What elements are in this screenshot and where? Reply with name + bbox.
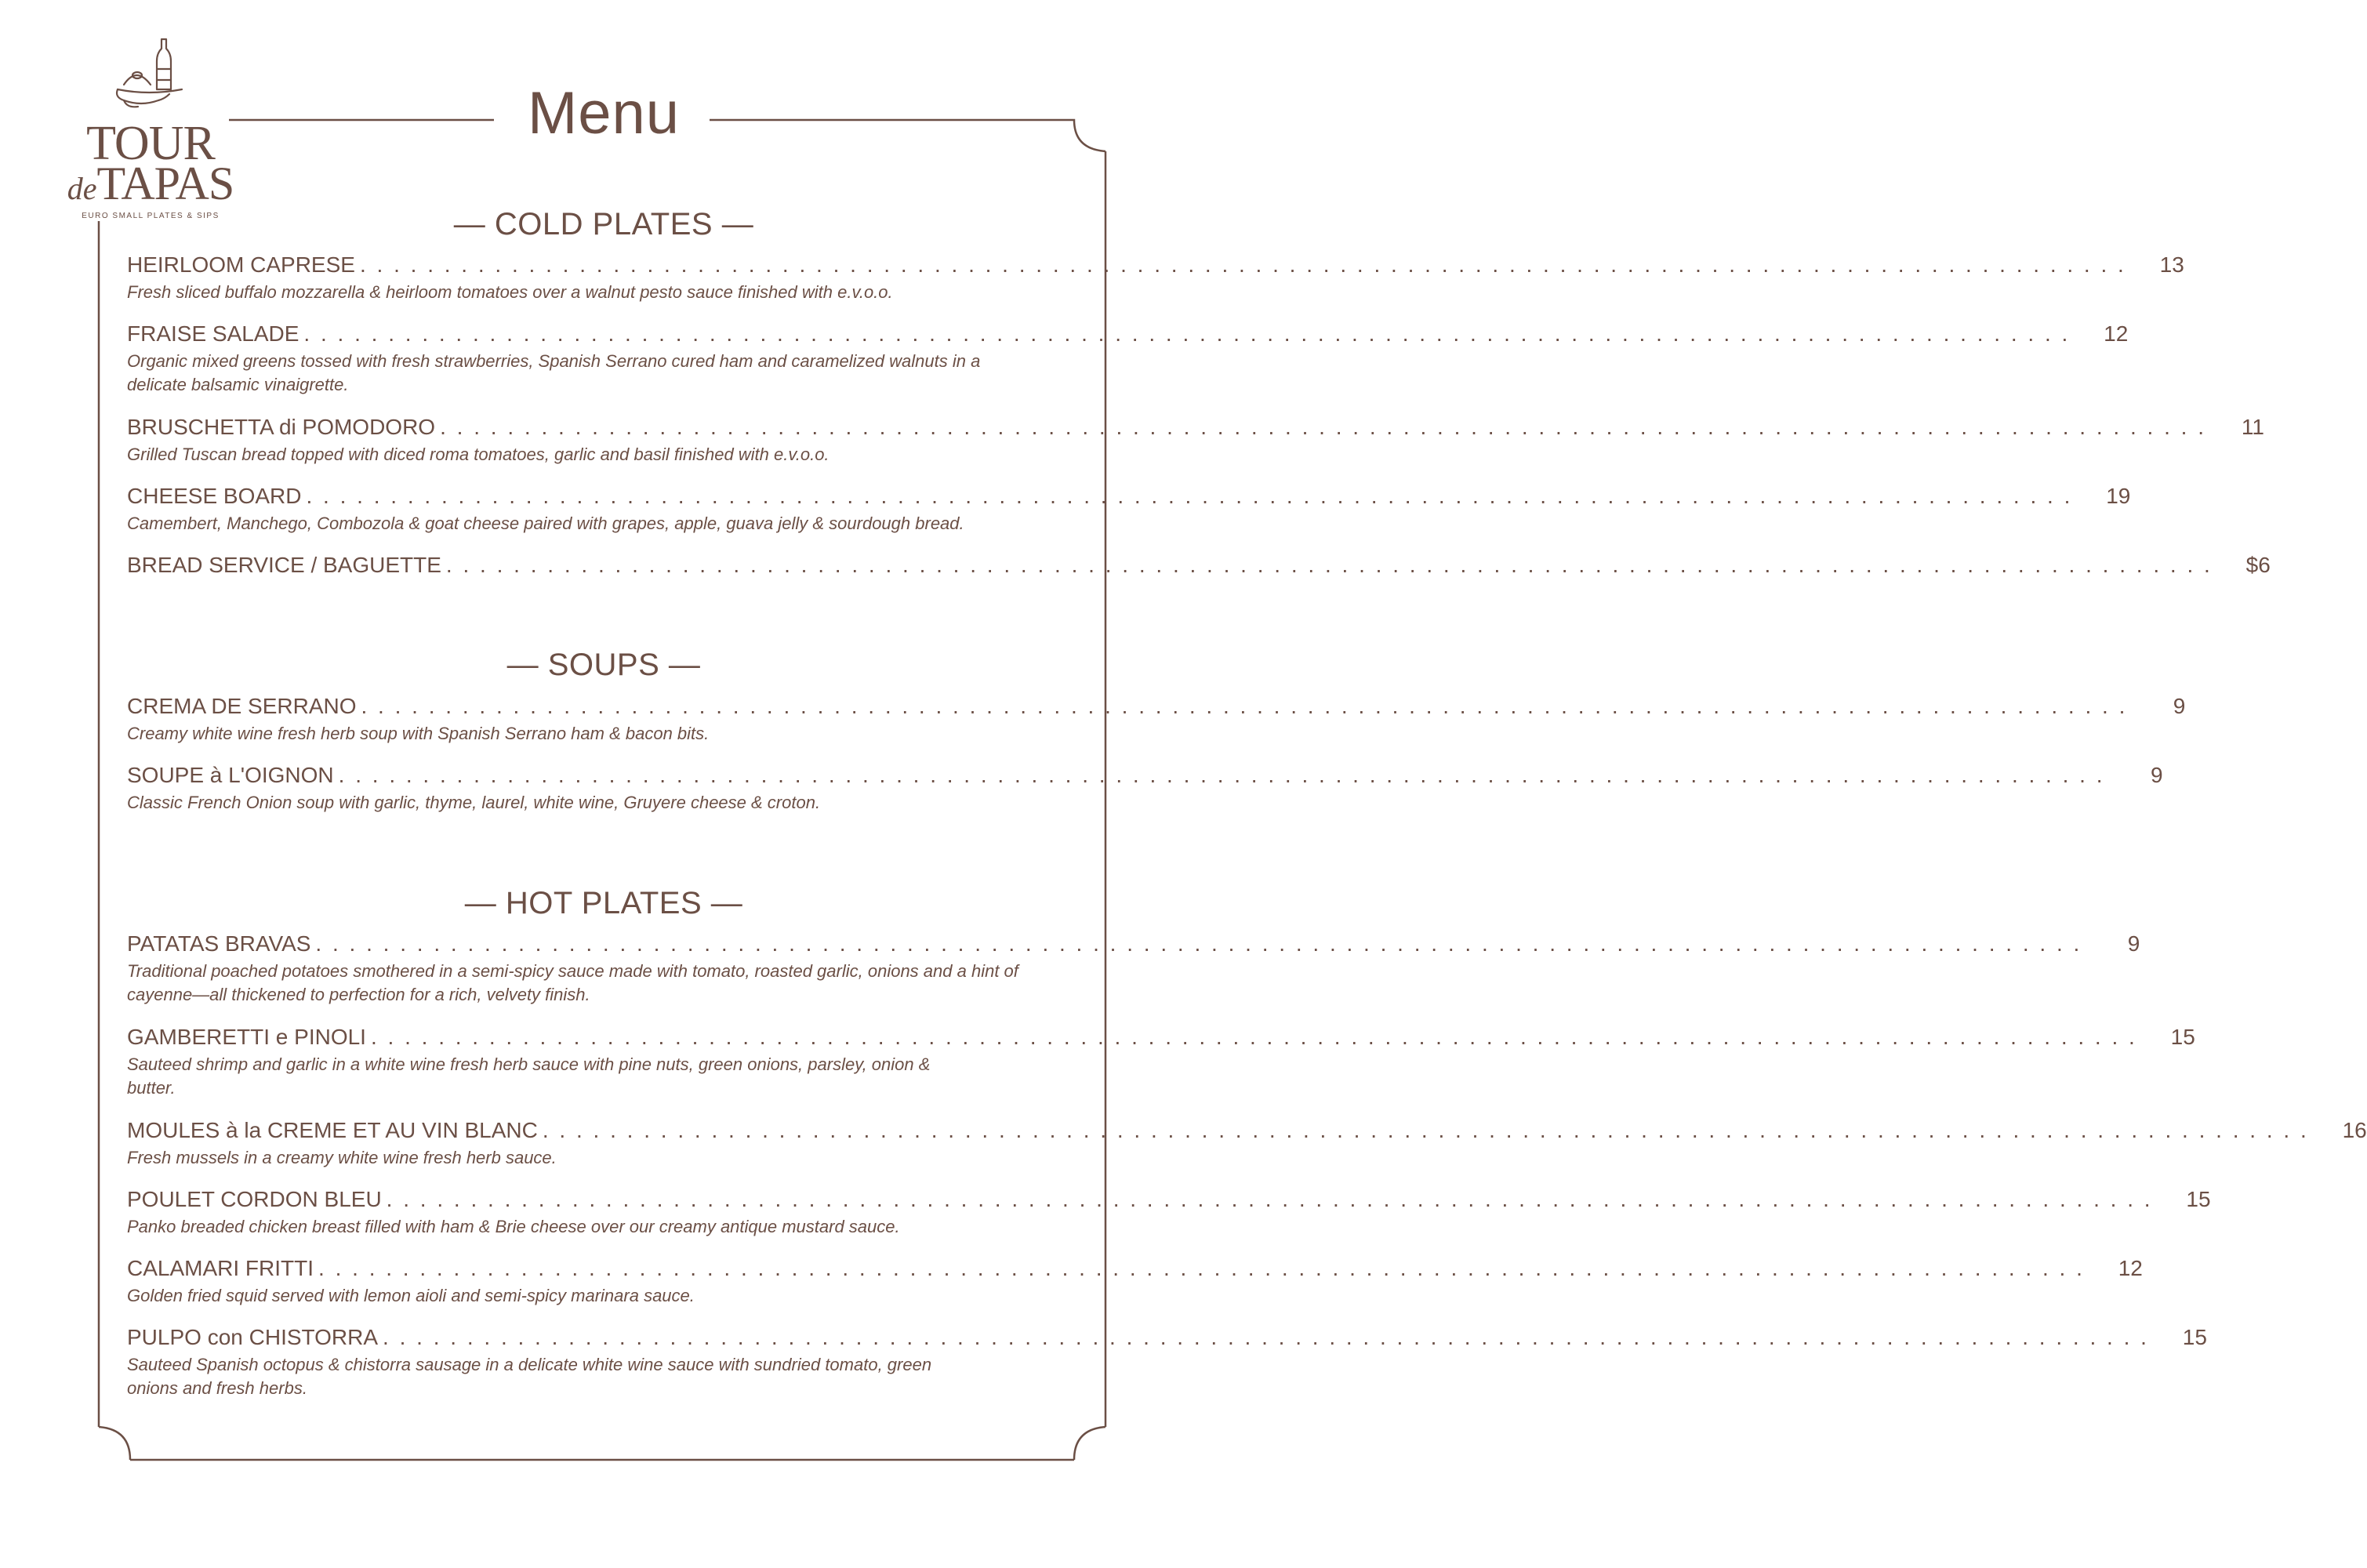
item-price: 9	[2173, 694, 2186, 718]
item-description: Fresh sliced buffalo mozzarella & heirloom tomatoes over a walnut pesto sauce finished with e.v.o.o.	[127, 282, 893, 302]
item-description: Fresh mussels in a creamy white wine fresh herb sauce.	[127, 1148, 557, 1167]
logo-wordmark-de: de	[67, 171, 97, 206]
dot-leader: . . . . . . . . . . . . . . . . . . . . . . . . . . . . . . . . . . . . . . . . . . . . . . . . . . . . . . . . . . . . . . . . . . . . . . . . . . . . . . . . . . . . . . . . . . . . . . . . . . . . . . . . .	[338, 763, 2105, 787]
dot-leader: . . . . . . . . . . . . . . . . . . . . . . . . . . . . . . . . . . . . . . . . . . . . . . . . . . . . . . . . . . . . . . . . . . . . . . . . . . . . . . . . . . . . . . . . . . . . . . . . . . . . . . . . .	[386, 1187, 2153, 1211]
item-price: 15	[2186, 1187, 2211, 1211]
item-name: CALAMARI FRITTI	[127, 1256, 314, 1280]
item-description: Classic French Onion soup with garlic, thyme, laurel, white wine, Gruyere cheese & croton.	[127, 793, 821, 812]
section-title-soups: — SOUPS —	[506, 648, 701, 682]
item-name: CHEESE BOARD	[127, 484, 302, 508]
item-price: 13	[2159, 252, 2184, 277]
item-description: Golden fried squid served with lemon aioli and semi-spicy marinara sauce.	[127, 1286, 695, 1305]
section-title-hot-plates: — HOT PLATES —	[464, 886, 743, 920]
dot-leader: . . . . . . . . . . . . . . . . . . . . . . . . . . . . . . . . . . . . . . . . . . . . . . . . . . . . . . . . . . . . . . . . . . . . . . . . . . . . . . . . . . . . . . . . . . . . . . . . . . . . . . . . .	[440, 415, 2206, 439]
item-name: POULET CORDON BLEU	[127, 1187, 382, 1211]
menu-item	[127, 1116, 2367, 1170]
menu-item	[127, 251, 2184, 304]
item-price: 12	[2118, 1256, 2143, 1280]
menu-item	[127, 551, 2271, 579]
menu-item	[127, 1023, 2195, 1100]
item-price: 15	[2182, 1325, 2207, 1349]
menu-item	[127, 1254, 2143, 1308]
dot-leader: . . . . . . . . . . . . . . . . . . . . . . . . . . . . . . . . . . . . . . . . . . . . . . . . . . . . . . . . . . . . . . . . . . . . . . . . . . . . . . . . . . . . . . . . . . . . . . . . . . . . . . . . .	[315, 931, 2082, 956]
dot-leader: . . . . . . . . . . . . . . . . . . . . . . . . . . . . . . . . . . . . . . . . . . . . . . . . . . . . . . . . . . . . . . . . . . . . . . . . . . . . . . . . . . . . . . . . . . . . . . . . . . . . . . . . .	[370, 1025, 2137, 1049]
logo-tagline: EURO SMALL PLATES & SIPS	[82, 212, 220, 220]
item-price: 11	[2241, 415, 2264, 439]
menu-item	[127, 482, 2131, 535]
item-name: BREAD SERVICE / BAGUETTE	[127, 553, 441, 577]
item-description: Sauteed shrimp and garlic in a white wine fresh herb sauce with pine nuts, green onions, parsley, onion & butter.	[127, 1054, 931, 1098]
item-name: CREMA DE SERRANO	[127, 694, 357, 718]
item-price: 12	[2104, 321, 2129, 346]
dot-leader: . . . . . . . . . . . . . . . . . . . . . . . . . . . . . . . . . . . . . . . . . . . . . . . . . . . . . . . . . . . . . . . . . . . . . . . . . . . . . . . . . . . . . . . . . . . . . . . . . . . . . . . . .	[445, 553, 2213, 577]
item-name: GAMBERETTI e PINOLI	[127, 1025, 366, 1049]
section-title-cold-plates: — COLD PLATES —	[453, 207, 754, 241]
item-name: HEIRLOOM CAPRESE	[127, 252, 355, 277]
logo-wordmark-de-tapas	[64, 160, 237, 220]
dot-leader: . . . . . . . . . . . . . . . . . . . . . . . . . . . . . . . . . . . . . . . . . . . . . . . . . . . . . . . . . . . . . . . . . . . . . . . . . . . . . . . . . . . . . . . . . . . . . . . . . . . . . . . . .	[542, 1118, 2309, 1142]
dot-leader: . . . . . . . . . . . . . . . . . . . . . . . . . . . . . . . . . . . . . . . . . . . . . . . . . . . . . . . . . . . . . . . . . . . . . . . . . . . . . . . . . . . . . . . . . . . . . . . . . . . . . . . . .	[361, 694, 2128, 718]
page-title: Menu	[527, 80, 681, 147]
item-description: Creamy white wine fresh herb soup with Spanish Serrano ham & bacon bits.	[127, 724, 710, 743]
item-name: PATATAS BRAVAS	[127, 931, 311, 956]
item-price: 15	[2170, 1025, 2195, 1049]
waiter-tray-icon	[110, 34, 191, 116]
dot-leader: . . . . . . . . . . . . . . . . . . . . . . . . . . . . . . . . . . . . . . . . . . . . . . . . . . . . . . . . . . . . . . . . . . . . . . . . . . . . . . . . . . . . . . . . . . . . . . . . . . . . . . . . .	[359, 252, 2126, 277]
item-price: 9	[2150, 763, 2163, 787]
dot-leader: . . . . . . . . . . . . . . . . . . . . . . . . . . . . . . . . . . . . . . . . . . . . . . . . . . . . . . . . . . . . . . . . . . . . . . . . . . . . . . . . . . . . . . . . . . . . . . . . . . . . . . . . .	[318, 1256, 2085, 1280]
dot-leader: . . . . . . . . . . . . . . . . . . . . . . . . . . . . . . . . . . . . . . . . . . . . . . . . . . . . . . . . . . . . . . . . . . . . . . . . . . . . . . . . . . . . . . . . . . . . . . . . . . . . . . . . .	[383, 1325, 2149, 1349]
item-description: Grilled Tuscan bread topped with diced roma tomatoes, garlic and basil finished with e.v.o.o.	[127, 445, 830, 464]
item-price: 19	[2106, 484, 2131, 508]
dot-leader: . . . . . . . . . . . . . . . . . . . . . . . . . . . . . . . . . . . . . . . . . . . . . . . . . . . . . . . . . . . . . . . . . . . . . . . . . . . . . . . . . . . . . . . . . . . . . . . . . . . . . . . . .	[303, 321, 2071, 346]
logo-wordmark-tapas: TAPAS	[96, 158, 234, 209]
menu-item	[127, 930, 2140, 1007]
dot-leader: . . . . . . . . . . . . . . . . . . . . . . . . . . . . . . . . . . . . . . . . . . . . . . . . . . . . . . . . . . . . . . . . . . . . . . . . . . . . . . . . . . . . . . . . . . . . . . . . . . . . . . . . .	[306, 484, 2073, 508]
menu-item	[127, 692, 2186, 746]
item-price: $6	[2245, 553, 2271, 577]
item-description: Panko breaded chicken breast filled with ham & Brie cheese over our creamy antique mustard sauce.	[127, 1217, 900, 1236]
item-description: Camembert, Manchego, Combozola & goat cheese paired with grapes, apple, guava jelly & sourdough bread.	[127, 514, 964, 533]
item-price: 16	[2342, 1118, 2367, 1142]
menu-item	[127, 761, 2163, 815]
item-name: MOULES à la CREME ET AU VIN BLANC	[127, 1118, 538, 1142]
item-name: PULPO con CHISTORRA	[127, 1325, 379, 1349]
menu-item	[127, 413, 2264, 466]
menu-item	[127, 1185, 2211, 1239]
item-name: SOUPE à L'OIGNON	[127, 763, 334, 787]
item-description: Sauteed Spanish octopus & chistorra sausage in a delicate white wine sauce with sundried tomato, green onions and fresh herbs.	[127, 1355, 932, 1398]
brand-logo	[64, 34, 237, 223]
item-description: Traditional poached potatoes smothered in a semi-spicy sauce made with tomato, roasted garlic, onions and a hint of cayenne—all thickened to perfection for a rich, velvety finish.	[127, 961, 1018, 1004]
item-name: FRAISE SALADE	[127, 321, 300, 346]
item-name: BRUSCHETTA di POMODORO	[127, 415, 436, 439]
menu-item	[127, 1323, 2207, 1400]
menu-item	[127, 320, 2129, 397]
item-description: Organic mixed greens tossed with fresh strawberries, Spanish Serrano cured ham and caramelized walnuts in a delicate balsamic vinaigrette.	[127, 351, 981, 394]
logo-wordmark-tour: TOUR	[86, 117, 215, 170]
item-price: 9	[2127, 931, 2140, 956]
